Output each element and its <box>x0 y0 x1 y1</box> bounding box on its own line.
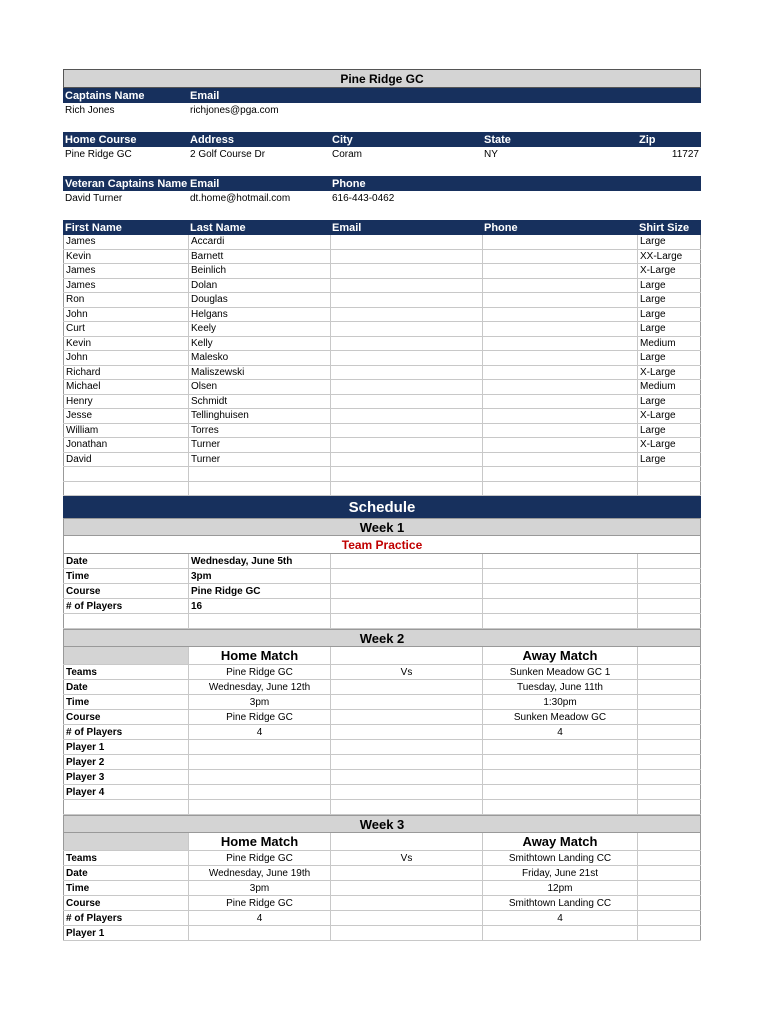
table-row <box>63 785 701 800</box>
course-header <box>63 132 701 147</box>
table-row <box>63 424 701 439</box>
table-row <box>63 740 701 755</box>
week-3-match-header <box>63 833 701 851</box>
week2-cell[interactable] <box>637 800 701 814</box>
address[interactable]: 2 Golf Course Dr <box>190 149 266 160</box>
week-1-cell[interactable] <box>330 569 482 583</box>
week2-vs-cell <box>330 755 482 769</box>
table-row <box>63 264 701 279</box>
week3-home-cell[interactable]: Pine Ridge GC <box>188 896 330 910</box>
week3-away-cell[interactable] <box>482 926 637 940</box>
roster-cell[interactable] <box>330 380 482 394</box>
week-1-cell[interactable] <box>330 614 482 628</box>
week3-vs-cell <box>330 866 482 880</box>
roster-cell[interactable] <box>637 467 701 481</box>
week2-label-cell: Teams <box>63 665 188 679</box>
table-row <box>63 250 701 265</box>
week-2-table <box>63 665 701 815</box>
veteran-email-label: Email <box>190 177 220 190</box>
week2-cell[interactable] <box>330 800 482 814</box>
table-row <box>63 467 701 482</box>
roster-table <box>63 235 701 496</box>
roster-cell[interactable] <box>482 438 637 452</box>
week-1-label-cell: # of Players <box>63 599 188 613</box>
roster-cell[interactable] <box>482 409 637 423</box>
week2-cell[interactable] <box>637 770 701 784</box>
roster-cell[interactable] <box>482 279 637 293</box>
week2-away-cell[interactable]: Sunken Meadow GC <box>482 710 637 724</box>
week2-cell[interactable] <box>637 680 701 694</box>
roster-cell[interactable] <box>330 293 482 307</box>
table-row <box>63 911 701 926</box>
week-1-cell[interactable] <box>637 614 701 628</box>
week-1-cell[interactable] <box>482 584 637 598</box>
week2-cell[interactable] <box>637 740 701 754</box>
roster-cell[interactable]: Tellinghuisen <box>188 409 330 423</box>
roster-cell[interactable]: John <box>63 308 188 322</box>
captain-values <box>63 103 701 118</box>
zip-label: Zip <box>639 133 656 146</box>
week2-away-cell[interactable] <box>482 740 637 754</box>
week2-away-cell[interactable]: Sunken Meadow GC 1 <box>482 665 637 679</box>
week-1-table <box>63 554 701 629</box>
roster-cell[interactable] <box>330 366 482 380</box>
roster-cell[interactable] <box>482 395 637 409</box>
home-course-label: Home Course <box>65 133 137 146</box>
week3-home-cell[interactable]: Pine Ridge GC <box>188 851 330 865</box>
table-row <box>63 755 701 770</box>
col-email: Email <box>332 221 362 234</box>
col-first-name: First Name <box>65 221 122 234</box>
table-row <box>63 366 701 381</box>
week2-cell[interactable] <box>637 725 701 739</box>
roster-cell[interactable] <box>482 322 637 336</box>
roster-cell[interactable] <box>330 279 482 293</box>
week-1-cell[interactable] <box>637 569 701 583</box>
week2-label-cell: Date <box>63 680 188 694</box>
roster-cell[interactable] <box>330 235 482 249</box>
table-row <box>63 395 701 410</box>
roster-cell[interactable]: Keely <box>188 322 330 336</box>
week-1-cell[interactable] <box>63 614 188 628</box>
roster-cell[interactable] <box>482 235 637 249</box>
week-1-value-cell[interactable]: Wednesday, June 5th <box>188 554 330 568</box>
week3-label-cell: Teams <box>63 851 188 865</box>
week2-home-cell[interactable]: Pine Ridge GC <box>188 665 330 679</box>
roster-cell[interactable] <box>482 264 637 278</box>
city[interactable]: Coram <box>332 149 363 160</box>
address-label: Address <box>190 133 235 146</box>
week2-home-cell[interactable]: 3pm <box>188 695 330 709</box>
roster-cell[interactable]: Large <box>637 279 701 293</box>
week2-label-cell: Player 4 <box>63 785 188 799</box>
roster-cell[interactable]: Large <box>637 351 701 365</box>
week3-label-cell: # of Players <box>63 911 188 925</box>
col-phone: Phone <box>484 221 518 234</box>
table-row <box>63 351 701 366</box>
roster-cell[interactable] <box>330 264 482 278</box>
week3-cell[interactable] <box>637 866 701 880</box>
week3-home-cell[interactable] <box>188 926 330 940</box>
roster-cell[interactable]: James <box>63 264 188 278</box>
week-1-value-cell[interactable]: Pine Ridge GC <box>188 584 330 598</box>
table-row <box>63 409 701 424</box>
week2-home-cell[interactable] <box>188 770 330 784</box>
table-row <box>63 770 701 785</box>
week3-vs-cell <box>330 926 482 940</box>
week2-cell[interactable] <box>482 800 637 814</box>
week2-away-cell[interactable] <box>482 770 637 784</box>
roster-cell[interactable]: X-Large <box>637 438 701 452</box>
roster-cell[interactable]: Kevin <box>63 337 188 351</box>
roster-cell[interactable] <box>330 308 482 322</box>
week2-cell[interactable] <box>63 800 188 814</box>
captain-header <box>63 88 701 103</box>
week2-away-cell[interactable] <box>482 785 637 799</box>
week-1-label-cell: Date <box>63 554 188 568</box>
roster-cell[interactable]: X-Large <box>637 264 701 278</box>
week2-away-cell[interactable]: Tuesday, June 11th <box>482 680 637 694</box>
roster-cell[interactable]: Large <box>637 293 701 307</box>
roster-cell[interactable] <box>482 453 637 467</box>
roster-cell[interactable]: Medium <box>637 380 701 394</box>
roster-cell[interactable]: Accardi <box>188 235 330 249</box>
course-values <box>63 147 701 162</box>
table-row <box>63 680 701 695</box>
home-course[interactable]: Pine Ridge GC <box>65 149 132 160</box>
roster-cell[interactable]: Large <box>637 235 701 249</box>
roster-cell[interactable] <box>482 380 637 394</box>
roster-cell[interactable]: Turner <box>188 453 330 467</box>
week2-home-cell[interactable]: Pine Ridge GC <box>188 710 330 724</box>
week-1-cell[interactable] <box>330 584 482 598</box>
week3-home-cell[interactable]: Wednesday, June 19th <box>188 866 330 880</box>
roster-cell[interactable] <box>330 337 482 351</box>
roster-cell[interactable] <box>330 482 482 496</box>
week2-away-cell[interactable] <box>482 755 637 769</box>
week3-away-cell[interactable]: 4 <box>482 911 637 925</box>
table-row <box>63 453 701 468</box>
week3-vs-cell: Vs <box>330 851 482 865</box>
veteran-phone[interactable]: 616-443-0462 <box>332 193 395 204</box>
table-row <box>63 554 701 569</box>
roster-cell[interactable]: Dolan <box>188 279 330 293</box>
week-1-cell[interactable] <box>482 569 637 583</box>
roster-cell[interactable]: Kelly <box>188 337 330 351</box>
table-row <box>63 569 701 584</box>
roster-cell[interactable] <box>188 467 330 481</box>
week2-label-cell: Time <box>63 695 188 709</box>
table-row <box>63 322 701 337</box>
week2-label-cell: # of Players <box>63 725 188 739</box>
roster-cell[interactable]: Large <box>637 395 701 409</box>
state[interactable]: NY <box>484 149 498 160</box>
roster-cell[interactable] <box>330 424 482 438</box>
week3-cell[interactable] <box>637 911 701 925</box>
week2-vs-cell <box>330 695 482 709</box>
week2-vs-cell <box>330 770 482 784</box>
table-row <box>63 279 701 294</box>
week-2-away-label: Away Match <box>482 647 637 664</box>
table-row <box>63 800 701 815</box>
week3-home-cell[interactable]: 3pm <box>188 881 330 895</box>
week-1-label-cell: Time <box>63 569 188 583</box>
roster-cell[interactable] <box>482 250 637 264</box>
roster-cell[interactable]: David <box>63 453 188 467</box>
roster-cell[interactable]: Curt <box>63 322 188 336</box>
table-row <box>63 614 701 629</box>
week2-away-cell[interactable]: 1:30pm <box>482 695 637 709</box>
week-1-cell[interactable] <box>482 554 637 568</box>
captain-email[interactable]: richjones@pga.com <box>190 105 279 116</box>
table-row <box>63 308 701 323</box>
week-1-subtitle: Team Practice <box>63 536 701 554</box>
col-last-name: Last Name <box>190 221 246 234</box>
roster-cell[interactable] <box>63 467 188 481</box>
schedule-title: Schedule <box>63 496 701 518</box>
week3-label-cell: Course <box>63 896 188 910</box>
week-1-cell[interactable] <box>482 614 637 628</box>
roster-cell[interactable]: X-Large <box>637 409 701 423</box>
roster-cell[interactable]: Helgans <box>188 308 330 322</box>
week2-cell[interactable] <box>637 755 701 769</box>
week-1-cell[interactable] <box>482 599 637 613</box>
roster-cell[interactable]: Large <box>637 308 701 322</box>
week2-vs-cell <box>330 725 482 739</box>
week2-home-cell[interactable] <box>188 755 330 769</box>
week2-home-cell[interactable]: 4 <box>188 725 330 739</box>
week2-cell[interactable] <box>637 695 701 709</box>
roster-cell[interactable] <box>482 366 637 380</box>
table-row <box>63 438 701 453</box>
roster-cell[interactable] <box>482 308 637 322</box>
roster-cell[interactable] <box>330 467 482 481</box>
table-row <box>63 235 701 250</box>
roster-cell[interactable] <box>482 482 637 496</box>
roster-cell[interactable]: Beinlich <box>188 264 330 278</box>
roster-cell[interactable]: Kevin <box>63 250 188 264</box>
week-1-cell[interactable] <box>637 599 701 613</box>
week-1-label: Week 1 <box>63 518 701 536</box>
week-1-value-cell[interactable]: 16 <box>188 599 330 613</box>
week3-label-cell: Player 1 <box>63 926 188 940</box>
week2-label-cell: Player 1 <box>63 740 188 754</box>
roster-cell[interactable]: Jonathan <box>63 438 188 452</box>
week-1-cell[interactable] <box>330 599 482 613</box>
week2-vs-cell <box>330 710 482 724</box>
week2-vs-cell <box>330 785 482 799</box>
veteran-name-label: Veteran Captains Name <box>65 177 188 190</box>
veteran-values <box>63 191 701 206</box>
roster-cell[interactable] <box>330 409 482 423</box>
week2-home-cell[interactable] <box>188 785 330 799</box>
table-row <box>63 380 701 395</box>
week-3-table <box>63 851 701 941</box>
table-row <box>63 599 701 614</box>
roster-cell[interactable]: X-Large <box>637 366 701 380</box>
week2-cell[interactable] <box>637 665 701 679</box>
week3-label-cell: Date <box>63 866 188 880</box>
table-row <box>63 293 701 308</box>
roster-cell[interactable]: Douglas <box>188 293 330 307</box>
roster-cell[interactable] <box>637 482 701 496</box>
table-row <box>63 584 701 599</box>
week2-label-cell: Course <box>63 710 188 724</box>
week3-vs-cell <box>330 896 482 910</box>
week2-home-cell[interactable] <box>188 740 330 754</box>
week2-vs-cell <box>330 740 482 754</box>
roster-cell[interactable] <box>188 482 330 496</box>
week-2-home-label: Home Match <box>188 647 330 664</box>
roster-cell[interactable]: Olsen <box>188 380 330 394</box>
week-1-cell[interactable] <box>188 614 330 628</box>
roster-cell[interactable]: William <box>63 424 188 438</box>
week-2-label: Week 2 <box>63 629 701 647</box>
captain-name-label: Captains Name <box>65 89 145 102</box>
table-row <box>63 710 701 725</box>
col-shirt-size: Shirt Size <box>639 221 690 234</box>
week2-cell[interactable] <box>637 785 701 799</box>
week-1-label-cell: Course <box>63 584 188 598</box>
roster-cell[interactable] <box>482 337 637 351</box>
week3-cell[interactable] <box>637 926 701 940</box>
week-3-label: Week 3 <box>63 815 701 833</box>
captain-name[interactable]: Rich Jones <box>65 105 115 116</box>
table-row <box>63 881 701 896</box>
veteran-name[interactable]: David Turner <box>65 193 123 204</box>
week2-cell[interactable] <box>637 710 701 724</box>
table-row <box>63 725 701 740</box>
week3-away-cell[interactable]: Smithtown Landing CC <box>482 851 637 865</box>
roster-cell[interactable] <box>482 467 637 481</box>
week2-label-cell: Player 3 <box>63 770 188 784</box>
veteran-header <box>63 176 701 191</box>
week-2-match-header <box>63 647 701 665</box>
roster-cell[interactable]: Jesse <box>63 409 188 423</box>
roster-header <box>63 220 701 235</box>
roster-cell[interactable]: James <box>63 235 188 249</box>
roster-cell[interactable]: John <box>63 351 188 365</box>
table-row <box>63 926 701 941</box>
table-row <box>63 695 701 710</box>
week3-away-cell[interactable]: Smithtown Landing CC <box>482 896 637 910</box>
week2-vs-cell: Vs <box>330 665 482 679</box>
roster-cell[interactable]: Medium <box>637 337 701 351</box>
city-label: City <box>332 133 353 146</box>
week-1-cell[interactable] <box>330 554 482 568</box>
roster-cell[interactable]: James <box>63 279 188 293</box>
week2-home-cell[interactable]: Wednesday, June 12th <box>188 680 330 694</box>
veteran-email[interactable]: dt.home@hotmail.com <box>190 193 291 204</box>
table-row <box>63 665 701 680</box>
table-row <box>63 482 701 497</box>
week3-cell[interactable] <box>637 881 701 895</box>
roster-cell[interactable] <box>482 351 637 365</box>
roster-cell[interactable] <box>330 250 482 264</box>
roster-cell[interactable]: Large <box>637 424 701 438</box>
week-3-home-label: Home Match <box>188 833 330 850</box>
roster-cell[interactable]: Michael <box>63 380 188 394</box>
week-1-value-cell[interactable]: 3pm <box>188 569 330 583</box>
roster-cell[interactable]: Turner <box>188 438 330 452</box>
veteran-phone-label: Phone <box>332 177 366 190</box>
week3-vs-cell <box>330 911 482 925</box>
week-1-cell[interactable] <box>637 584 701 598</box>
week3-cell[interactable] <box>637 851 701 865</box>
roster-cell[interactable] <box>330 322 482 336</box>
captain-email-label: Email <box>190 89 220 102</box>
week3-cell[interactable] <box>637 896 701 910</box>
roster-cell[interactable]: Barnett <box>188 250 330 264</box>
week-1-cell[interactable] <box>637 554 701 568</box>
roster-cell[interactable]: Torres <box>188 424 330 438</box>
roster-cell[interactable] <box>330 453 482 467</box>
week2-cell[interactable] <box>188 800 330 814</box>
roster-cell[interactable] <box>63 482 188 496</box>
week3-home-cell[interactable]: 4 <box>188 911 330 925</box>
table-row <box>63 866 701 881</box>
roster-cell[interactable]: Large <box>637 322 701 336</box>
roster-cell[interactable] <box>330 395 482 409</box>
zip[interactable]: 11727 <box>671 149 699 160</box>
table-row <box>63 896 701 911</box>
roster-sheet <box>63 69 701 941</box>
table-row <box>63 851 701 866</box>
roster-cell[interactable] <box>482 293 637 307</box>
week2-away-cell[interactable]: 4 <box>482 725 637 739</box>
week3-vs-cell <box>330 881 482 895</box>
roster-cell[interactable]: Maliszewski <box>188 366 330 380</box>
state-label: State <box>484 133 511 146</box>
week2-label-cell: Player 2 <box>63 755 188 769</box>
roster-cell[interactable] <box>330 438 482 452</box>
roster-cell[interactable] <box>330 351 482 365</box>
roster-cell[interactable] <box>482 424 637 438</box>
roster-cell[interactable]: Schmidt <box>188 395 330 409</box>
week3-away-cell[interactable]: 12pm <box>482 881 637 895</box>
table-row <box>63 337 701 352</box>
week-3-away-label: Away Match <box>482 833 637 850</box>
week3-label-cell: Time <box>63 881 188 895</box>
roster-cell[interactable]: XX-Large <box>637 250 701 264</box>
sheet-title: Pine Ridge GC <box>63 69 701 88</box>
roster-cell[interactable]: Richard <box>63 366 188 380</box>
week2-vs-cell <box>330 680 482 694</box>
week3-away-cell[interactable]: Friday, June 21st <box>482 866 637 880</box>
roster-cell[interactable]: Ron <box>63 293 188 307</box>
roster-cell[interactable]: Large <box>637 453 701 467</box>
roster-cell[interactable]: Malesko <box>188 351 330 365</box>
roster-cell[interactable]: Henry <box>63 395 188 409</box>
